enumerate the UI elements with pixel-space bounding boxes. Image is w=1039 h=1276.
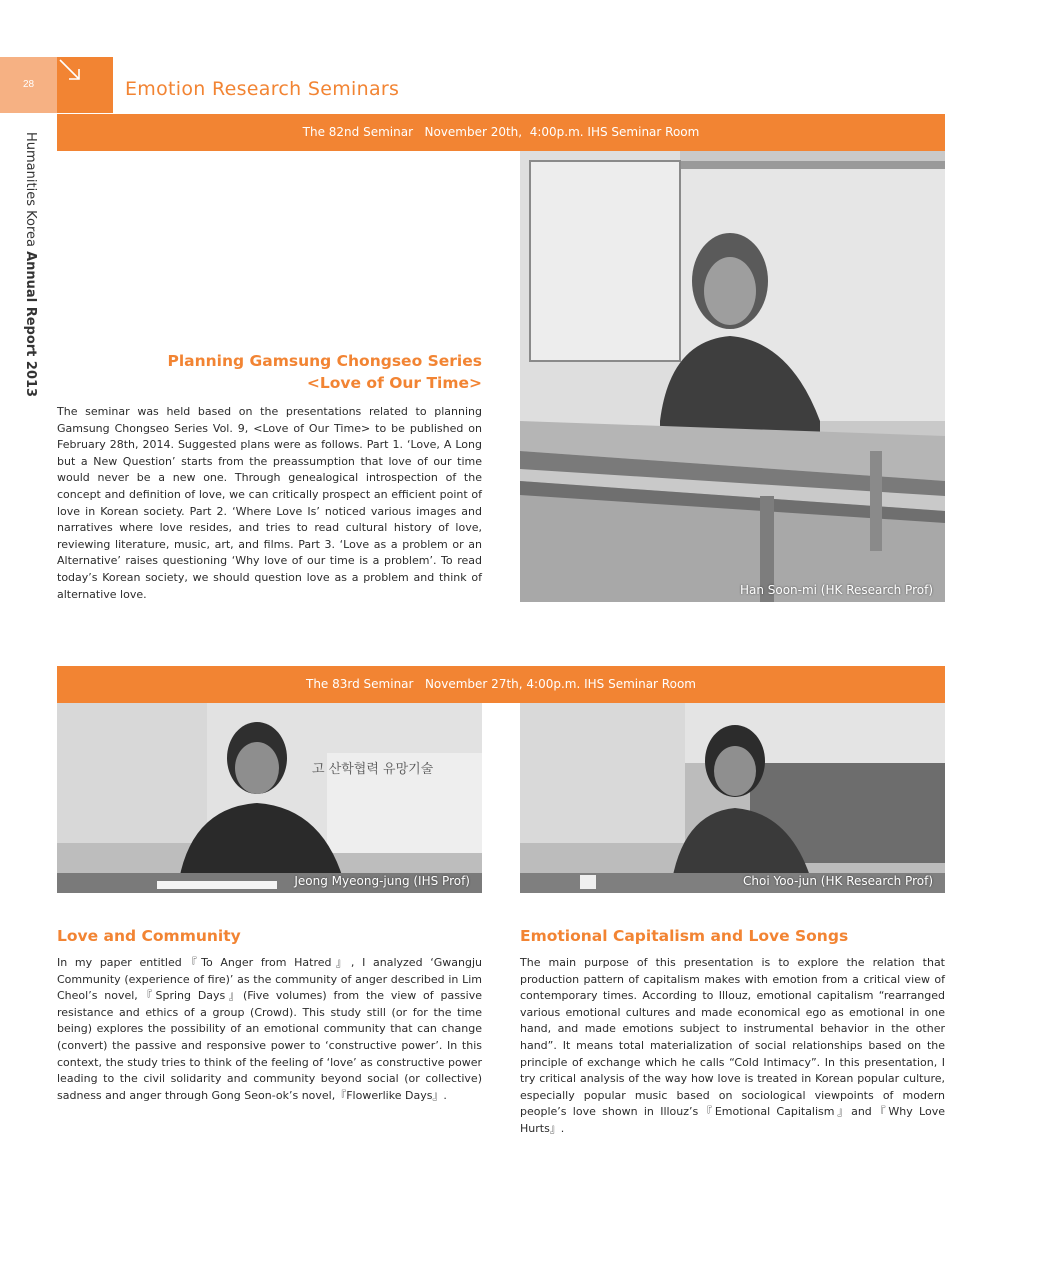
article-love-and-community-title: Love and Community <box>57 927 241 945</box>
seminar-83-details: November 27th, 4:00p.m. IHS Seminar Room <box>424 677 696 691</box>
side-title-emphasis: Annual Report 2013 <box>23 251 38 398</box>
seminar-83-banner <box>57 666 945 703</box>
arrow-down-right-icon <box>57 57 113 113</box>
side-running-title <box>8 132 42 432</box>
seminar-82-title <box>57 350 482 394</box>
article-emotional-capitalism-body: The main purpose of this presentation is to explore the relation that production pattern of capitalism makes with emotion from a critical view of contemporary times. According to Illouz, emotional capitalism “rearranged various emotional cultures and made economical ego as emotional in one hand, and made emotions subject to instrumental behavior in the other hand”. It means total materialization of social relationships based on the principle of exchange which he calls “Cold Intimacy”. In this presentation, I try critical analysis of the way how love is treated in Korean popular culture, especially popular music based on sociological viewpoints of modern people’s love shown in Illouz’s『Emotional Capitalism』and『Why Love Hurts』. <box>520 956 945 1135</box>
seminar-82-banner <box>57 114 945 151</box>
seminar-82-photo-illustration <box>520 151 945 602</box>
seminar-82-body: The seminar was held based on the presentations related to planning Gamsung Chongseo Series Vol. 9, <Love of Our Time> to be published on February 28th, 2014. Suggested plans were as follows. Part 1. ‘Love, A Long but a New Question’ starts from the preassumption that love of our time would never be a new one. Through genealogical introspection of the concept and definition of love, we can critically prospect an efficient point of love in Korean society. Part 2. ‘Where Love Is’ noticed various images and narratives where love resides, and tries to read cultural history of love, reviewing literature, music, art, and films. Part 3. ‘Love as a problem or an Alternative’ raises questioning ‘Why love of our time is a problem’. To read today’s Korean society, we should question love as a problem and think of alternative love. <box>57 405 482 601</box>
seminar-83-label: The 83rd Seminar <box>306 677 414 691</box>
seminar-82-details: November 20th, 4:00p.m. IHS Seminar Room <box>424 125 700 139</box>
photo-jeong-myeong-jung <box>57 703 482 893</box>
seminar-83-left-photo-illustration <box>57 703 482 893</box>
photo-caption-choi-yoo-jun: Choi Yoo-jun (HK Research Prof) <box>743 874 933 888</box>
seminar-82-label: The 82nd Seminar <box>302 125 414 139</box>
article-love-and-community-body: In my paper entitled『To Anger from Hatred』, I analyzed ‘Gwangju Community (experience of fire)’ as the community of anger described in Lim Cheol’s novel,『Spring Days』(Five volumes) from the view of passive resistance and ethics of a group (Crowd). This study still (or for the time being) explores the possibility of an emotional community that can change (convert) the passive and responsive power to ‘constructive power’. In this context, the study tries to think of the feeling of ‘love’ as constructive power leading to the civil solidarity and community beyond social (or collective) sadness and anger through Gong Seon-ok’s novel,『Flowerlike Days』. <box>57 956 482 1102</box>
photo-han-soon-mi <box>520 151 945 602</box>
photo-sign-text: 고 산학협력 유망기술 <box>312 762 434 777</box>
arrow-box <box>57 57 113 113</box>
side-title-prefix: Humanities Korea <box>23 132 38 252</box>
seminar-83-right-photo-illustration <box>520 703 945 893</box>
page-number: 28 <box>22 79 35 90</box>
photo-choi-yoo-jun <box>520 703 945 893</box>
photo-caption-jeong-myeong-jung: Jeong Myeong-jung (IHS Prof) <box>294 874 470 888</box>
seminar-82-title-line1: Planning Gamsung Chongseo Series <box>167 352 482 370</box>
seminar-82-title-line2: <Love of Our Time> <box>306 374 482 392</box>
section-title: Emotion Research Seminars <box>125 78 400 100</box>
article-emotional-capitalism-title: Emotional Capitalism and Love Songs <box>520 927 849 945</box>
photo-caption-han-soon-mi: Han Soon-mi (HK Research Prof) <box>739 583 933 597</box>
